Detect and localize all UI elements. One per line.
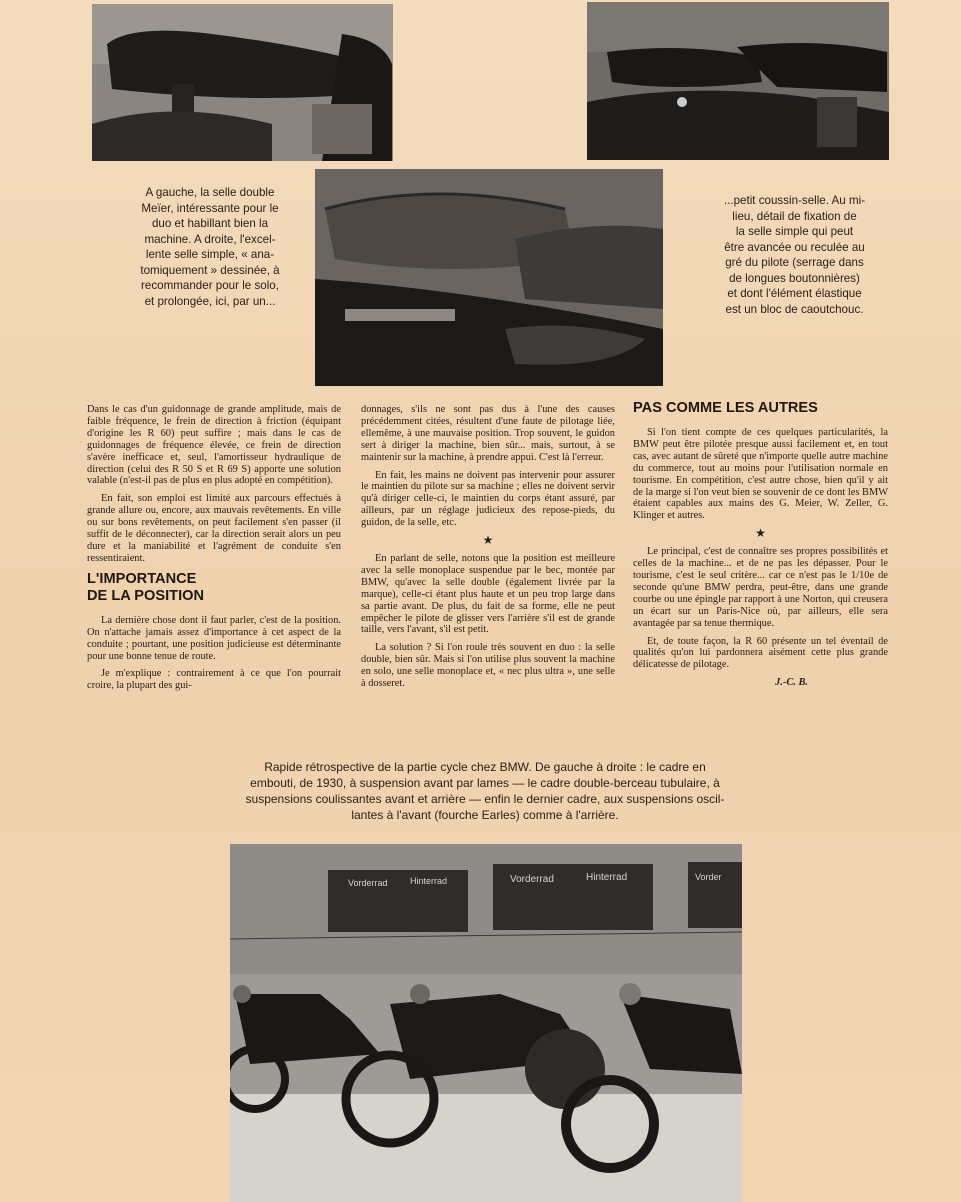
sign-label: Hinterrad <box>410 876 448 886</box>
paragraph: donnages, s'ils ne sont pas dus à l'une des causes précédemment citées, résultent d'une faute de pilotage liée, ellemême, à une mauvaise position. Trop souvent, le guidon sert à diriger la machine, bien sûr... mais, surtout, à se maintenir sur la machine, à prendre appui. C'est là l'erreur. <box>361 404 615 463</box>
paragraph: Dans le cas d'un guidonnage de grande amplitude, mais de faible fréquence, le frein de direction à friction (équipant d'origine les R 60) peut suffire ; mais dans le cas de guidonnages de fréquence élevée, ce frein de direction s'avère inefficace et, seul, l'amortisseur hydraulique de direction (celui des R 50 S et R 69 S) apporte une solution valable (n'est-il pas de plus en plus adopté en compétition). <box>87 404 341 487</box>
star-separator: ★ <box>755 526 766 541</box>
photo-bmw-frames <box>230 844 742 1202</box>
photo-single-seat <box>587 2 889 160</box>
section-heading: PAS COMME LES AUTRES <box>633 400 818 416</box>
paragraph: Et, de toute façon, la R 60 présente un tel éventail de qualités qu'on lui pardonnera aisément cette plus grande délicatesse de pilotage. <box>633 635 888 671</box>
paragraph: Le principal, c'est de connaître ses propres possibilités et celles de la machine... et de ne pas les dépasser. Pour le tourisme, c'est le seul critère... car ce n'est pas le 1/10e de seconde qu'une BMW perdra, peut-être, dans une grande courbe ou une épingle par rapport à une Norton, qui creusera un écart sur un Paris-Nice où, par ailleurs, elle sera avantagée par sa tenue thermique. <box>633 546 888 629</box>
caption-right: ...petit coussin-selle. Au mi- lieu, détail de fixation de la selle simple qui peut être avancée ou reculée au gré du pilote (serrage dans de longues boutonnières) et dont l'élément élastique est un bloc de caoutchouc. <box>723 194 866 316</box>
text-column-3 <box>633 400 888 689</box>
caption-left: A gauche, la selle double Meïer, intéressante pour le duo et habillant bien la machine. A droite, l'excel- lente selle simple, « ana- tomiquement » dessinée, à recommander pour le solo, et prolongée, ici, par un... <box>140 186 280 308</box>
author-signature: J.-C. B. <box>775 677 808 689</box>
heading-line: L'IMPORTANCE <box>87 570 197 587</box>
paragraph: Si l'on tient compte de ces quelques particularités, la BMW peut être pilotée presque aussi facilement et, en tout cas, avec autant de sûreté que n'importe quelle autre machine du commerce, tout au moins pour l'utilisation normale en tourisme. En compétition, c'est autre chose, bien qu'il y ait de la marge si l'on veut bien se souvenir de ce dont les BMW étaient capables aux mains des G. Meier, W. Zeller, G. Klinger et autres. <box>633 427 888 522</box>
paragraph: En parlant de selle, notons que la position est meilleure avec la selle monoplace suspendue par le bec, montée par BMW, qu'avec la selle double (également livrée par la marque), celle-ci étant plus haute et un peu trop large dans sa partie avant. De plus, du fait de sa forme, elle ne peut empêcher le pilote de glisser vers l'arrière s'il est de grande taille, vers l'avant, s'il est petit. <box>361 552 615 636</box>
paragraph: En fait, son emploi est limité aux parcours effectués à grande allure ou, encore, aux mauvais revêtements. En ville ou sur bons revêtements, on peut facilement s'en passer (il suffit de le déconnecter), car la direction serait alors un peu dure et la maniabilité et l'agrément de conduite s'en ressentiraient. <box>87 493 341 564</box>
text-column-1 <box>87 404 341 698</box>
section-heading <box>87 571 341 605</box>
photo-seat-fixation <box>315 169 663 386</box>
paragraph: En fait, les mains ne doivent pas intervenir pour assurer le maintien du pilote sur sa machine ; elles ne doivent servir qu'à diriger celle-ci, le maintien du corps étant assuré, par ailleurs, par un réglage judicieux des repose-pieds, du guidon, de la selle, etc. <box>361 469 615 529</box>
text-column-2 <box>361 404 615 696</box>
sign-label: Hinterrad <box>586 872 628 883</box>
sign-label: Vorderrad <box>348 878 388 888</box>
sign-label: Vorderrad <box>510 874 554 885</box>
heading-line: DE LA POSITION <box>87 587 205 604</box>
paragraph: La dernière chose dont il faut parler, c'est de la position. On n'attache jamais assez d'importance à cet aspect de la conduite ; pourtant, une position judicieuse est déterminante pour une bonne tenue de route. <box>87 614 341 662</box>
photo-double-seat <box>92 4 393 161</box>
paragraph: Je m'explique : contrairement à ce que l'on pourrait croire, la plupart des gui- <box>87 668 341 692</box>
star-separator: ★ <box>482 533 494 548</box>
paragraph: La solution ? Si l'on roule très souvent en duo : la selle double, bien sûr. Mais si l'on utilise plus souvent la machine en solo, une selle monoplace et, « nec plus ultra », une selle à dosseret. <box>361 642 615 690</box>
caption-bottom: Rapide rétrospective de la partie cycle chez BMW. De gauche à droite : le cadre en embouti, de 1930, à suspension avant par lames — le cadre double-berceau tubulaire, à suspensions coulissantes avant et arrière — enfin le dernier cadre, aux suspensions oscil- lantes à l'avant (fourche Earles) comme à l'arrière. <box>245 760 725 822</box>
sign-label: Vorder <box>695 872 722 882</box>
